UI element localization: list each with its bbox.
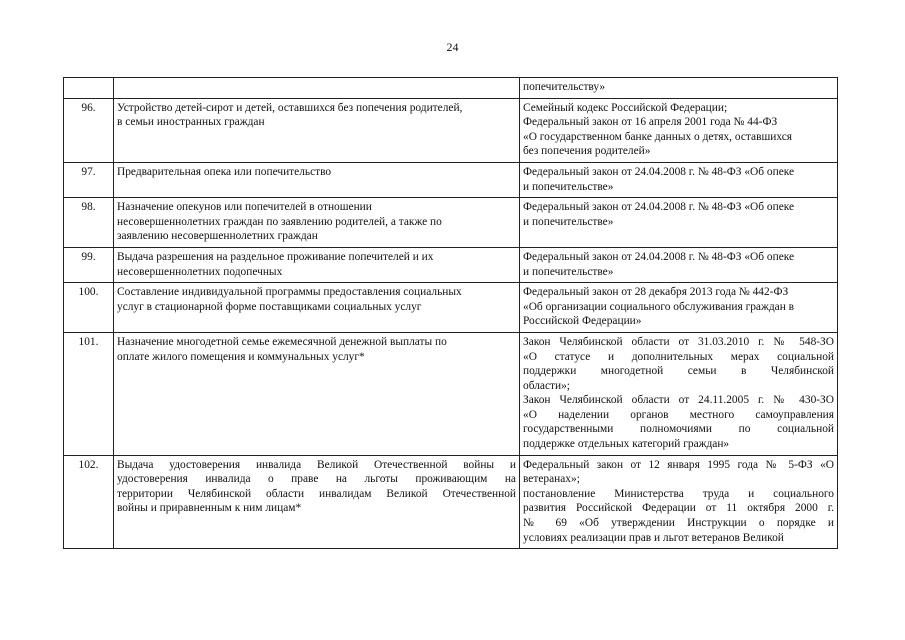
service-name-line: несовершеннолетних подопечных — [117, 265, 283, 278]
row-number: 101. — [64, 332, 114, 455]
table-row — [64, 162, 838, 197]
legal-basis-line: условиях реализации прав и льгот ветеранов Великой — [523, 531, 784, 544]
legal-basis-line: поддержки многодетной семьи в Челябинской — [523, 365, 834, 378]
legal-basis-line: «О наделении органов местного самоуправления — [523, 408, 834, 421]
row-number: 96. — [64, 98, 114, 162]
legal-basis-line: Федеральный закон от 24.04.2008 г. № 48-ФЗ «Об опеке — [523, 201, 795, 214]
row-number: 99. — [64, 247, 114, 282]
legal-basis-line: развития Российской Федерации от 11 октября 2000 г. — [523, 502, 834, 515]
legal-basis-line: Федеральный закон от 12 января 1995 года № 5-ФЗ «О — [523, 458, 834, 471]
legal-basis-line: ветеранах»; — [523, 473, 580, 486]
legal-basis-line: Федеральный закон от 28 декабря 2013 года № 442-ФЗ — [523, 286, 789, 299]
service-name — [114, 162, 520, 197]
legal-basis — [520, 332, 838, 455]
row-number: 98. — [64, 198, 114, 248]
legal-basis — [520, 78, 838, 99]
legal-basis-line: государственными полномочиями по социальной — [523, 423, 834, 436]
legal-basis-line: и попечительстве» — [523, 215, 614, 228]
legal-basis-line: № 69 «Об утверждении Инструкции о порядке и — [523, 517, 834, 530]
legal-basis — [520, 247, 838, 282]
service-name — [114, 283, 520, 333]
service-name — [114, 198, 520, 248]
legal-basis-line: Российской Федерации» — [523, 315, 642, 328]
legal-basis-line: Федеральный закон от 24.04.2008 г. № 48-ФЗ «Об опеке — [523, 250, 795, 263]
legal-basis-line: Закон Челябинской области от 24.11.2005 г. № 430-ЗО — [523, 394, 834, 407]
legal-basis — [520, 98, 838, 162]
legal-basis-line: поддержке отдельных категорий граждан» — [523, 438, 730, 451]
service-name-line: территории Челябинской области инвалидам Великой Отечественной — [117, 487, 516, 500]
table-row — [64, 198, 838, 248]
legal-basis-line: и попечительстве» — [523, 265, 614, 278]
table-row — [64, 78, 838, 99]
legal-basis-line: «О статусе и дополнительных мерах социальной — [523, 350, 834, 363]
service-name-line: войны и приравненным к ним лицам* — [117, 502, 302, 515]
row-number: 102. — [64, 455, 114, 549]
table-row — [64, 455, 838, 549]
service-name-line: в семьи иностранных граждан — [117, 116, 265, 129]
service-name — [114, 247, 520, 282]
service-name — [114, 455, 520, 549]
row-number — [64, 78, 114, 99]
legal-basis-line: Федеральный закон от 16 апреля 2001 года № 44-ФЗ — [523, 116, 778, 129]
service-name-line: заявлению несовершеннолетних граждан — [117, 230, 318, 243]
legal-basis-line: и попечительстве» — [523, 180, 614, 193]
service-name-line: услуг в стационарной форме поставщиками социальных услуг — [117, 300, 422, 313]
page-number: 24 — [446, 40, 459, 54]
service-name-line: Устройство детей-сирот и детей, оставшихся без попечения родителей, — [117, 101, 463, 114]
table-row — [64, 332, 838, 455]
legal-basis-line: Семейный кодекс Российской Федерации; — [523, 101, 728, 114]
legal-basis-line: Закон Челябинской области от 31.03.2010 г. № 548-ЗО — [523, 335, 834, 348]
service-name — [114, 98, 520, 162]
legal-basis-line: Федеральный закон от 24.04.2008 г. № 48-ФЗ «Об опеке — [523, 165, 795, 178]
legal-basis-line: постановление Министерства труда и социального — [523, 487, 834, 500]
service-name-line: Назначение многодетной семье ежемесячной денежной выплаты по — [117, 335, 447, 348]
legal-basis — [520, 455, 838, 549]
table-row — [64, 98, 838, 162]
row-number: 100. — [64, 283, 114, 333]
service-name-line: Составление индивидуальной программы предоставления социальных — [117, 286, 462, 299]
service-name-line: Назначение опекунов или попечителей в отношении — [117, 201, 372, 214]
row-number: 97. — [64, 162, 114, 197]
service-name-line: Выдача удостоверения инвалида Великой Отечественной войны и — [117, 458, 516, 471]
service-name-line: удостоверения инвалида о праве на льготы проживающим на — [117, 473, 516, 486]
legal-basis — [520, 198, 838, 248]
legal-basis — [520, 283, 838, 333]
service-name — [114, 78, 520, 99]
legal-basis-line: без попечения родителей» — [523, 145, 651, 158]
table-row — [64, 247, 838, 282]
services-table — [63, 77, 838, 549]
legal-basis-line: «Об организации социального обслуживания граждан в — [523, 300, 795, 313]
legal-basis — [520, 162, 838, 197]
legal-basis-line: «О государственном банке данных о детях, оставшихся — [523, 130, 792, 143]
table-row — [64, 283, 838, 333]
service-name-line: Предварительная опека или попечительство — [117, 165, 332, 178]
service-name-line: Выдача разрешения на раздельное проживание попечителей и их — [117, 250, 434, 263]
service-name-line: оплате жилого помещения и коммунальных услуг* — [117, 350, 365, 363]
service-name-line: несовершеннолетних граждан по заявлению родителей, а также по — [117, 215, 442, 228]
legal-basis-line: попечительству» — [523, 81, 606, 93]
service-name — [114, 332, 520, 455]
legal-basis-line: области»; — [523, 379, 570, 392]
